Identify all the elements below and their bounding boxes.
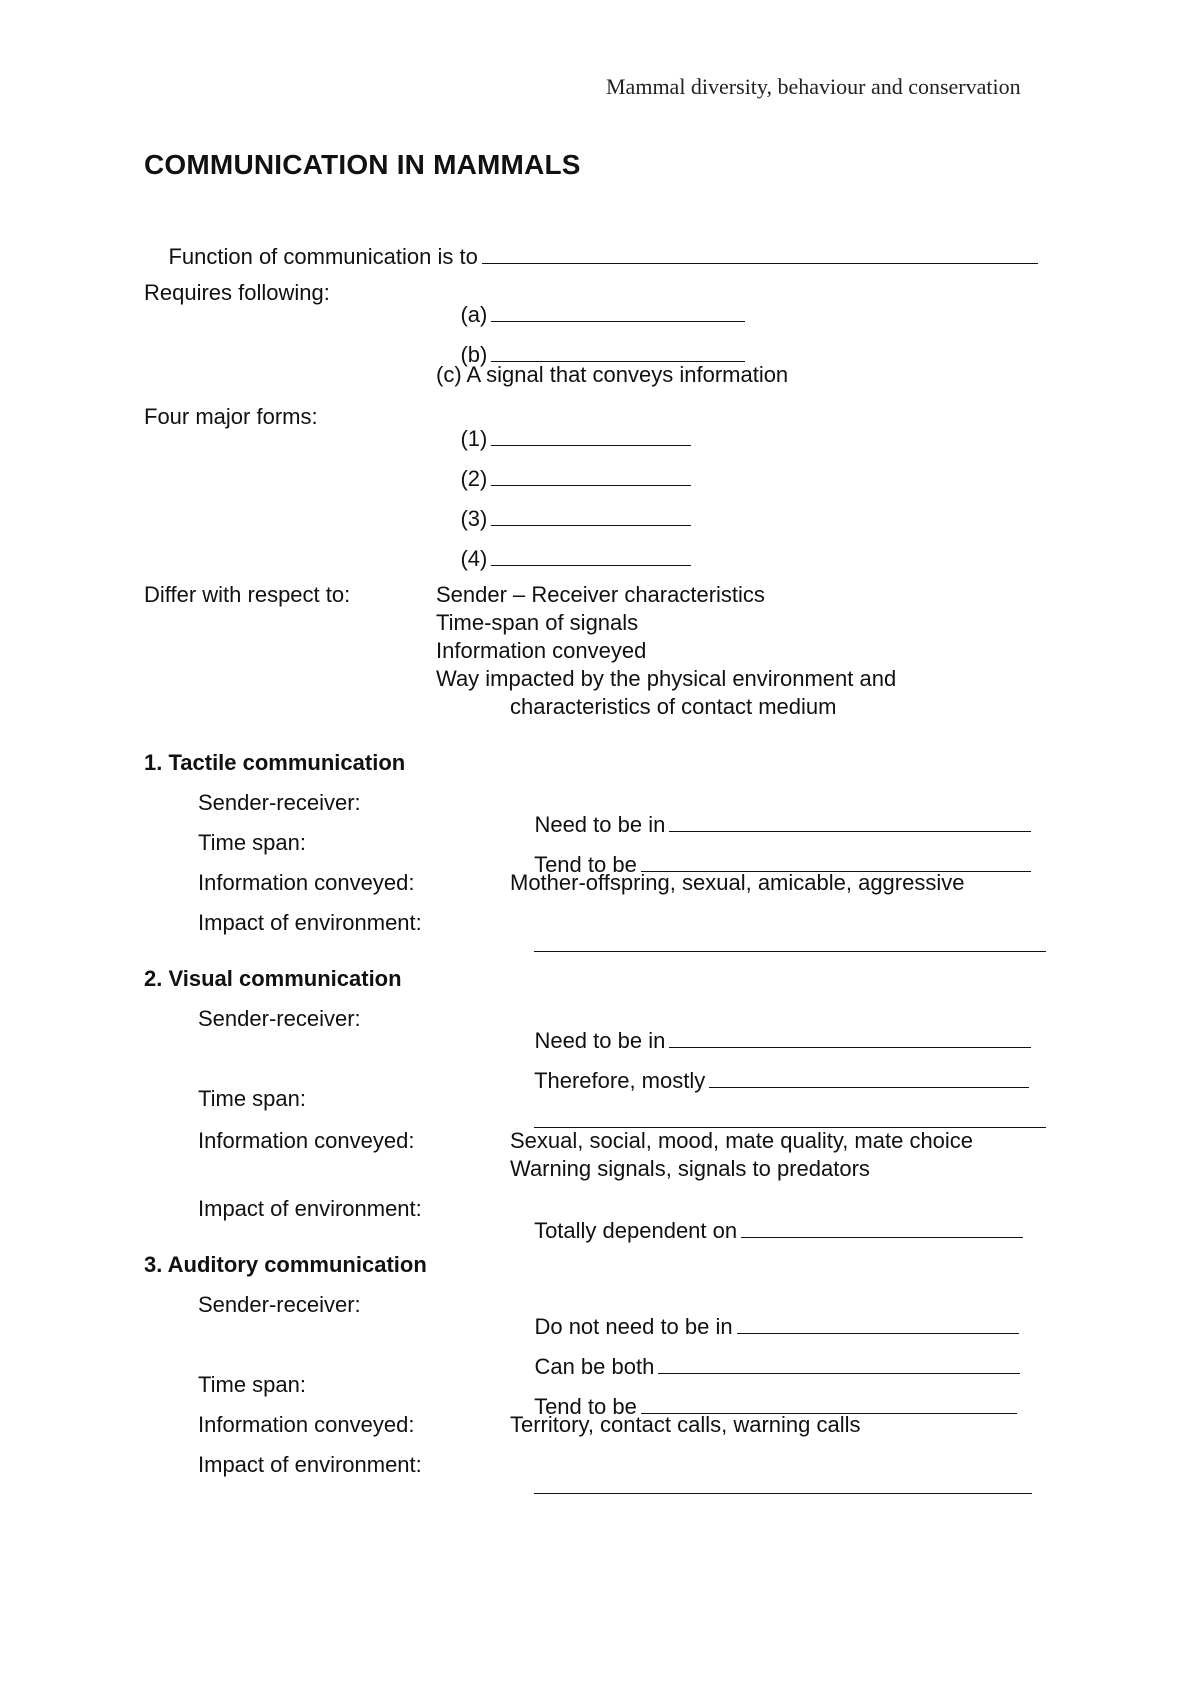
auditory-impact [510, 1454, 1032, 1520]
field-text: Do not need to be in [534, 1314, 733, 1339]
differ-item: characteristics of contact medium [510, 694, 837, 719]
label-time-span: Time span: [198, 830, 307, 855]
field-text: Tend to be [534, 852, 637, 877]
label-impact-environment: Impact of environment: [198, 1196, 422, 1221]
section-heading-tactile: 1. Tactile communication [144, 750, 406, 775]
answer-blank[interactable] [534, 951, 1046, 952]
differ-item: Way impacted by the physical environment and [436, 666, 897, 691]
item-marker: (a) [460, 302, 488, 327]
answer-blank[interactable] [741, 1237, 1023, 1238]
visual-info-1: Sexual, social, mood, mate quality, mate choice [510, 1128, 974, 1153]
item-marker: (2) [460, 466, 488, 491]
label-sender-receiver: Sender-receiver: [198, 1006, 361, 1031]
page-title: COMMUNICATION IN MAMMALS [144, 149, 581, 180]
running-header: Mammal diversity, behaviour and conservation [606, 74, 1021, 99]
field-text: Can be both [534, 1354, 655, 1379]
answer-blank[interactable] [534, 1493, 1032, 1494]
field-text: Tend to be [534, 1394, 637, 1419]
label-time-span: Time span: [198, 1086, 307, 1111]
differ-item: Time-span of signals [436, 610, 639, 635]
label-time-span: Time span: [198, 1372, 307, 1397]
requires-label: Requires following: [144, 280, 330, 305]
auditory-info: Territory, contact calls, warning calls [510, 1412, 861, 1437]
item-marker: (b) [460, 342, 488, 367]
item-marker: (3) [460, 506, 488, 531]
item-marker: (4) [460, 546, 488, 571]
label-info-conveyed: Information conveyed: [198, 1128, 415, 1153]
label-sender-receiver: Sender-receiver: [198, 790, 361, 815]
item-marker: (1) [460, 426, 488, 451]
differ-item: Information conveyed [436, 638, 647, 663]
label-info-conveyed: Information conveyed: [198, 1412, 415, 1437]
section-heading-visual: 2. Visual communication [144, 966, 402, 991]
field-text: Totally dependent on [534, 1218, 738, 1243]
visual-info-2: Warning signals, signals to predators [510, 1156, 870, 1181]
field-text: Therefore, mostly [534, 1068, 706, 1093]
differ-label: Differ with respect to: [144, 582, 351, 607]
forms-label: Four major forms: [144, 404, 318, 429]
label-info-conveyed: Information conveyed: [198, 870, 415, 895]
tactile-info: Mother-offspring, sexual, amicable, aggressive [510, 870, 965, 895]
visual-impact [510, 1198, 1023, 1264]
label-impact-environment: Impact of environment: [198, 1452, 422, 1477]
requires-item-c: (c) A signal that conveys information [436, 362, 789, 387]
label-sender-receiver: Sender-receiver: [198, 1292, 361, 1317]
label-impact-environment: Impact of environment: [198, 910, 422, 935]
answer-blank[interactable] [482, 263, 1038, 264]
field-text: Need to be in [534, 1028, 666, 1053]
section-heading-auditory: 3. Auditory communication [144, 1252, 427, 1277]
tactile-impact [510, 912, 1046, 978]
answer-blank[interactable] [491, 565, 691, 566]
function-text: Function of communication is to [168, 244, 478, 269]
field-text: Need to be in [534, 812, 666, 837]
differ-item: Sender – Receiver characteristics [436, 582, 765, 607]
